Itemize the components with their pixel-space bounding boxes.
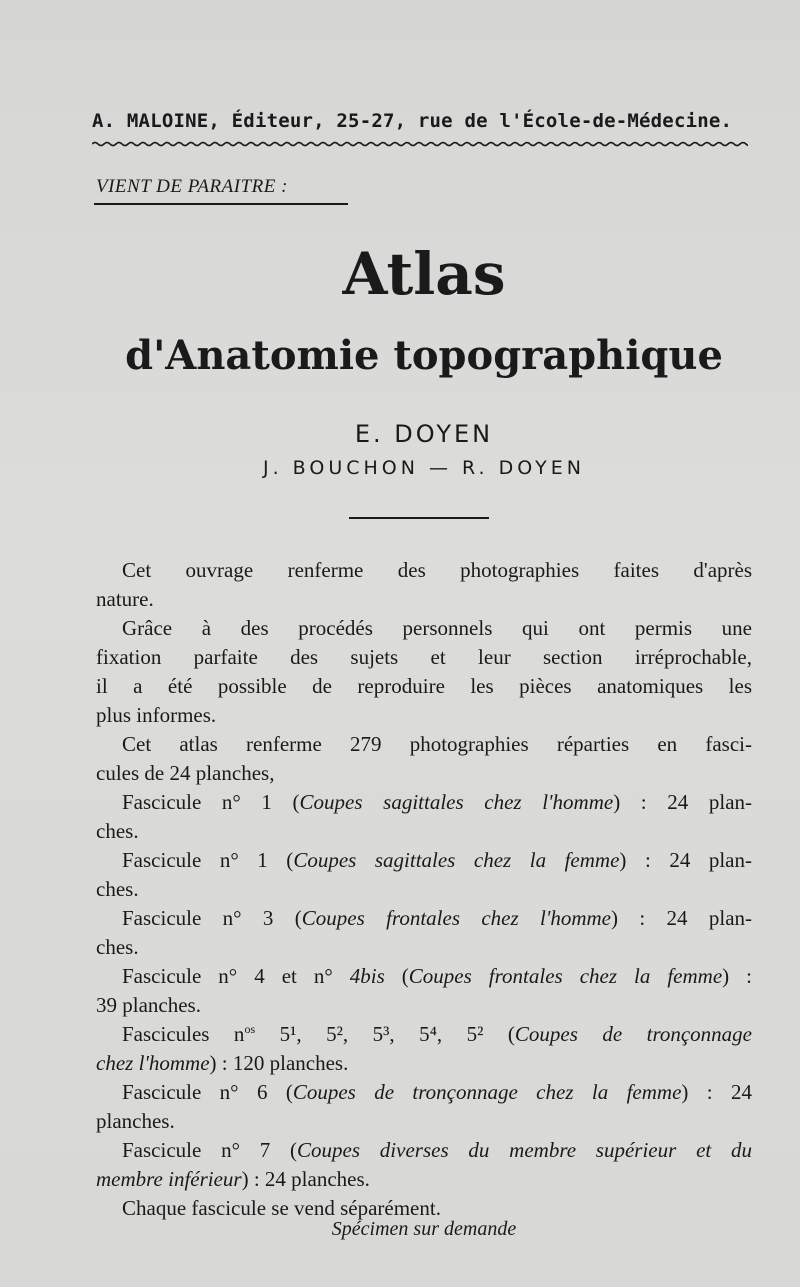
fascicule-3: Fascicule n° 3 (Coupes frontales chez l'homme) : 24 plan- — [122, 906, 753, 930]
closing-line: Chaque fascicule se vend séparément. — [122, 1196, 441, 1220]
body-line: cules de 24 planches, — [96, 761, 275, 785]
body-line: fixation parfaite des sujets et leur section irréprochable, — [96, 645, 752, 669]
co-authors: J. BOUCHON — R. DOYEN — [262, 457, 586, 479]
fascicule-2-cont: ches. — [96, 877, 139, 901]
fascicule-3-cont: ches. — [96, 935, 139, 959]
publisher-header: A. MALOINE, Éditeur, 25-27, rue de l'École-de-Médecine. — [92, 110, 733, 132]
wavy-rule — [92, 140, 748, 148]
body-line: nature. — [96, 587, 154, 611]
fascicule-7-cont: membre inférieur) : 24 planches. — [96, 1167, 370, 1191]
fascicule-6: Fascicule n° 6 (Coupes de tronçonnage chez la femme) : 24 — [122, 1080, 752, 1104]
fascicule-2: Fascicule n° 1 (Coupes sagittales chez la femme) : 24 plan- — [122, 848, 753, 872]
fascicule-4: Fascicule n° 4 et n° 4bis (Coupes frontales chez la femme) : — [122, 964, 752, 988]
book-title: Atlas — [342, 240, 506, 308]
fascicule-6-cont: planches. — [96, 1109, 175, 1133]
body-line: plus informes. — [96, 703, 217, 727]
body-line: il a été possible de reproduire les pièces anatomiques les — [96, 674, 752, 698]
fascicule-5: Fascicules $n^{os}$ 5¹, 5², 5³, 5⁴, 5² (Coupes de tronçonnage — [122, 1022, 752, 1046]
body-line: Cet atlas renferme 279 photographies réparties en fasci- — [122, 732, 752, 756]
description-body — [96, 556, 752, 1223]
body-line: Grâce à des procédés personnels qui ont permis une — [122, 616, 752, 640]
specimen-note: Spécimen sur demande — [331, 1218, 517, 1240]
primary-author: E. DOYEN — [354, 420, 494, 448]
fascicule-5-cont: chez l'homme) : 120 planches. — [96, 1051, 349, 1075]
fascicule-7: Fascicule n° 7 (Coupes diverses du membre supérieur et du — [122, 1138, 753, 1162]
divider-rule — [349, 517, 489, 519]
announcement-underline — [94, 203, 348, 205]
fascicule-1: Fascicule n° 1 (Coupes sagittales chez l'homme) : 24 plan- — [122, 790, 753, 814]
announcement: VIENT DE PARAITRE : — [96, 176, 288, 197]
body-line: Cet ouvrage renferme des photographies faites d'après — [122, 558, 752, 582]
fascicule-1-cont: ches. — [96, 819, 139, 843]
book-subtitle: d'Anatomie topographique — [125, 332, 723, 379]
fascicule-4-cont: 39 planches. — [96, 993, 201, 1017]
